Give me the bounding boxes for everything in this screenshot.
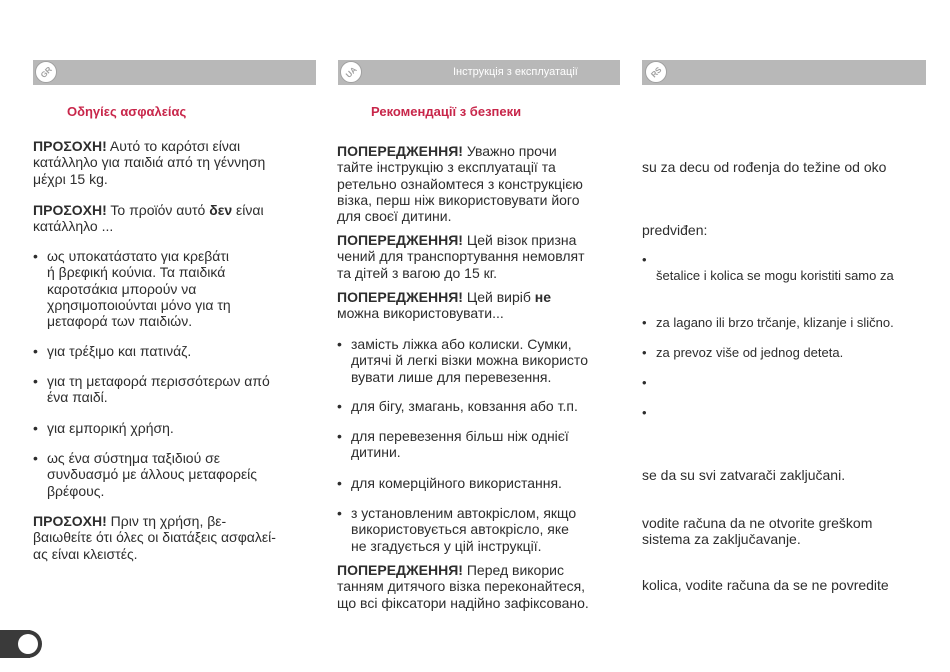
rs-line-1: su za decu od rođenja do težine od oko [642,159,887,175]
ua-warning-1: ПОПЕРЕДЖЕННЯ! Уважно прочи тайте інструкцію з експлуатації та ретельно ознайомтеся з конструкцією візка, перш ніж використовувати його для своєї дитини. [337,143,583,225]
page-marker [0,630,44,658]
page-marker-hole [18,634,38,654]
ua-warning-3: ПОПЕРЕДЖЕННЯ! Цей виріб не можна використовувати... [337,289,552,322]
rs-bullet-1: šetalice i kolica se mogu koristiti samo za [656,268,894,283]
rs-line-3: se da su svi zatvarači zaključani. [642,467,846,483]
header-band-rs [642,60,926,85]
rs-line-6: kolica, vodite računa da se ne povredite [642,577,889,593]
rs-line-2: predviđen: [642,222,708,238]
manual-title: Інструкція з експлуатації [453,66,578,78]
ua-warning-4: ПОПЕРЕДЖЕННЯ! Перед викорис танням дитячого візка переконайтеся, що всі фіксатори надійно зафіксовано. [337,562,589,611]
rs-line-5: sistema za zaključavanje. [642,531,801,547]
language-badge-gr: GR [30,56,61,87]
rs-bullet-2: za lagano ili brzo trčanje, klizanje i slično. [656,315,894,330]
rs-line-4: vodite računa da ne otvorite greškom [642,515,873,531]
rs-bullet-dot-5: • [642,405,647,420]
rs-bullet-dot-2: • [642,315,647,330]
safety-heading-ua: Рекомендації з безпеки [371,104,522,119]
header-band-gr [33,60,316,85]
safety-heading-gr: Οδηγίες ασφαλείας [67,104,187,119]
ua-warning-2: ПОПЕРЕДЖЕННЯ! Цей візок призна чений для транспортування немовлят та дітей з вагою до 15 кг. [337,232,585,281]
gr-warning-2: ΠΡΟΣΟΧΗ! Το προϊόν αυτό δεν είναι κατάλληλο ... [33,202,264,235]
rs-bullet-dot-0: • [642,252,647,267]
rs-bullet-dot-4: • [642,375,647,390]
gr-warning-3: ΠΡΟΣΟΧΗ! Πριν τη χρήση, βε- βαιωθείτε ότι όλες οι διατάξεις ασφαλεί- ας είναι κλειστές. [33,513,276,562]
rs-bullet-dot-3: • [642,345,647,360]
language-badge-rs: RS [640,56,671,87]
rs-bullet-3: za prevoz više od jednog deteta. [656,345,844,360]
language-badge-ua: UA [335,56,366,87]
gr-warning-1: ΠΡΟΣΟΧΗ! Αυτό το καρότσι είναι κατάλληλο για παιδιά από τη γέννηση μέχρι 15 kg. [33,138,266,187]
